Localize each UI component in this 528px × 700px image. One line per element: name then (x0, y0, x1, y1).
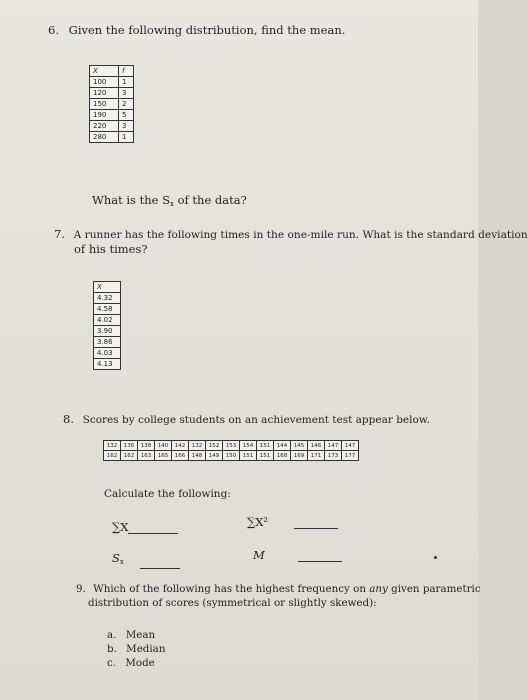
q8-cell: 149 (206, 451, 223, 461)
q8-cell: 142 (172, 441, 189, 451)
q7-times-table (93, 281, 121, 370)
q8-scores-table (103, 440, 359, 461)
q8-cell: 177 (342, 451, 359, 461)
q8-cell: 151 (257, 451, 274, 461)
q6-cell: 100 (90, 77, 119, 88)
q8-cell: 162 (121, 451, 138, 461)
q8-calc-label: Calculate the following: (104, 488, 231, 500)
q8-cell: 138 (138, 441, 155, 451)
q8-cell: 165 (155, 451, 172, 461)
q6-cell: 150 (90, 99, 119, 110)
q6-header-x: X (90, 66, 119, 77)
q7-cell: 4.58 (94, 304, 121, 315)
q8-cell: 173 (325, 451, 342, 461)
table-row (104, 441, 359, 451)
q6-cell: 280 (90, 132, 119, 143)
q8-number: 8. (63, 412, 74, 426)
q9-option-b[interactable] (107, 642, 165, 656)
q8-cell: 151 (240, 451, 257, 461)
q6-cell: 1 (119, 77, 134, 88)
q7-number: 7. (54, 227, 65, 241)
q8-cell: 171 (308, 451, 325, 461)
q8-cell: 152 (206, 441, 223, 451)
q8-sum-x-label: ∑X (112, 520, 129, 534)
q9-option-c[interactable] (107, 656, 155, 670)
table-row (94, 293, 121, 304)
q8-sx-row (112, 551, 180, 569)
q8-sx-label: S (112, 551, 120, 565)
q8-cell: 163 (138, 451, 155, 461)
table-row (104, 451, 359, 461)
q8-sx-sub: x (119, 558, 124, 566)
q8-cell: 153 (223, 441, 240, 451)
q7-line1: A runner has the following times in the one-mile run. What is the standard deviation (73, 229, 528, 241)
q9-option-a[interactable] (107, 628, 155, 642)
table-row (90, 99, 134, 110)
q8-cell: 169 (291, 451, 308, 461)
q8-cell: 145 (291, 441, 308, 451)
q7-cell: 3.90 (94, 326, 121, 337)
q8-sum-x2-row (247, 515, 338, 529)
q8-sum-x-row (112, 520, 178, 534)
q6-followup-sub: x (169, 200, 174, 208)
q6-header-f: f (119, 66, 134, 77)
table-row (94, 315, 121, 326)
q8-sum-x-answer[interactable] (128, 523, 178, 534)
q9-line1-pre: Which of the following has the highest frequency on (93, 583, 370, 595)
q7-cell: 4.03 (94, 348, 121, 359)
table-row (90, 121, 134, 132)
q7-line2: of his times? (74, 242, 148, 256)
q8-cell: 150 (223, 451, 240, 461)
q8-cell: 148 (189, 451, 206, 461)
q8-cell: 140 (155, 441, 172, 451)
q6-cell: 2 (119, 99, 134, 110)
q8-cell: 166 (172, 451, 189, 461)
q8-sum-x2-label: ∑X² (247, 515, 269, 529)
q9-line1-em: any (369, 583, 388, 595)
stray-mark-dot (434, 556, 437, 559)
table-row (90, 77, 134, 88)
table-row (94, 359, 121, 370)
q9-number: 9. (76, 583, 86, 595)
q8-cell: 162 (104, 451, 121, 461)
q6-cell: 3 (119, 88, 134, 99)
table-row (94, 326, 121, 337)
q6-cell: 220 (90, 121, 119, 132)
q8-m-answer[interactable] (298, 551, 342, 562)
q8-cell: 136 (121, 441, 138, 451)
q6-cell: 5 (119, 110, 134, 121)
q6-prompt: Given the following distribution, find the mean. (68, 23, 346, 37)
q8-cell: 146 (308, 441, 325, 451)
q6-followup-pre: What is the S (92, 193, 170, 207)
q6-cell: 120 (90, 88, 119, 99)
table-row (94, 337, 121, 348)
q8-cell: 168 (274, 451, 291, 461)
q9-option-a-letter: a. (107, 629, 117, 641)
q8-cell: 132 (104, 441, 121, 451)
table-row (90, 110, 134, 121)
q8-prompt: Scores by college students on an achievement test appear below. (82, 414, 430, 426)
table-row (94, 348, 121, 359)
q7-cell: 4.02 (94, 315, 121, 326)
q9-option-a-text: Mean (125, 629, 156, 641)
q7-header: X (94, 282, 121, 293)
q9-line1-post: given parametric (387, 583, 481, 595)
table-row (94, 304, 121, 315)
q9-option-b-text: Median (126, 643, 166, 655)
q8-cell: 154 (240, 441, 257, 451)
q6-number: 6. (48, 23, 59, 37)
q6-heading (48, 23, 345, 37)
q9-line2: distribution of scores (symmetrical or slightly skewed): (88, 597, 377, 609)
q9-option-c-text: Mode (125, 657, 155, 669)
q8-heading (63, 412, 430, 427)
q9-option-b-letter: b. (107, 643, 117, 655)
q7-heading (54, 227, 528, 242)
q6-cell: 3 (119, 121, 134, 132)
table-row (90, 88, 134, 99)
q8-sum-x2-answer[interactable] (294, 518, 338, 529)
q6-cell: 1 (119, 132, 134, 143)
q8-cell: 144 (274, 441, 291, 451)
q8-cell: 151 (257, 441, 274, 451)
q6-distribution-table (89, 65, 134, 143)
q8-cell: 147 (342, 441, 359, 451)
q7-cell: 4.13 (94, 359, 121, 370)
q8-sx-answer[interactable] (140, 558, 180, 569)
q9-heading (76, 582, 481, 596)
q8-cell: 147 (325, 441, 342, 451)
q6-followup-post: of the data? (173, 193, 247, 207)
q9-option-c-letter: c. (107, 657, 117, 669)
q8-m-row (253, 548, 342, 562)
table-row (90, 132, 134, 143)
q8-cell: 132 (189, 441, 206, 451)
q7-cell: 3.86 (94, 337, 121, 348)
q6-cell: 190 (90, 110, 119, 121)
q6-followup (92, 193, 247, 211)
q8-m-label: M (253, 548, 265, 562)
q7-cell: 4.32 (94, 293, 121, 304)
